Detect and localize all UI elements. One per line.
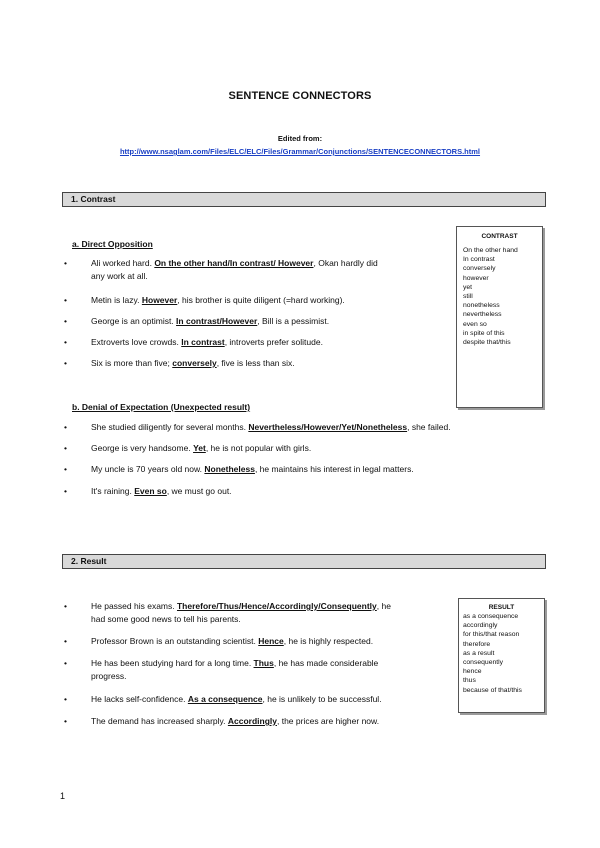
bullet-marker: • — [64, 422, 67, 432]
box-item: in spite of this — [463, 329, 505, 337]
bullet-marker: • — [64, 486, 67, 496]
box-item: consequently — [463, 659, 504, 667]
result-connectors-box — [458, 598, 545, 713]
connector: In contrast — [181, 337, 225, 347]
box-item: On the other hand — [463, 247, 518, 254]
box-item: however — [463, 274, 489, 282]
box-item: yet — [463, 283, 473, 291]
box-item: still — [463, 293, 473, 301]
edited-from-label: Edited from: — [277, 134, 323, 143]
subheading-direct-opposition: a. Direct Opposition — [72, 239, 153, 249]
box-item: as a result — [463, 649, 495, 657]
bullet-marker: • — [64, 601, 67, 611]
box-item: In contrast — [463, 256, 495, 264]
connector: As a consequence — [187, 694, 263, 704]
connector: On the other hand/In contrast/ However — [154, 258, 314, 268]
box-item: nonetheless — [463, 302, 500, 310]
bullet-marker: • — [64, 316, 67, 326]
connector: Nevertheless/However/Yet/Nonetheless — [248, 422, 408, 432]
box-item: despite that/this — [463, 339, 511, 347]
box-heading: CONTRAST — [481, 233, 518, 240]
box-item: for this/that reason — [463, 631, 520, 639]
bullet-marker: • — [64, 337, 67, 347]
bullet-marker: • — [64, 464, 67, 474]
connector: Thus — [253, 658, 274, 668]
bullet-marker: • — [64, 443, 67, 453]
box-item: nevertheless — [463, 311, 502, 319]
box-list — [457, 246, 542, 347]
connector: In contrast/However — [176, 316, 258, 326]
connector: Nonetheless — [204, 464, 255, 474]
connector: Hence — [258, 636, 284, 646]
bullet-marker: • — [64, 658, 67, 668]
connector: conversely — [172, 358, 217, 368]
connector: However — [141, 295, 178, 305]
page-number: 1 — [60, 791, 66, 801]
box-item: therefore — [463, 640, 491, 648]
bullet-marker: • — [64, 636, 67, 646]
bullet-marker: • — [64, 716, 67, 726]
connector: Even so — [134, 486, 167, 496]
box-item: hence — [463, 668, 482, 676]
bullet-marker: • — [64, 694, 67, 704]
box-item: accordingly — [463, 622, 498, 630]
box-item: as a consequence — [463, 613, 519, 620]
contrast-connectors-box — [456, 226, 543, 408]
box-list — [459, 612, 544, 695]
page-title: SENTENCE CONNECTORS — [228, 90, 372, 102]
bullet-marker: • — [64, 295, 67, 305]
connector: Therefore/Thus/Hence/Accordingly/Consequently — [176, 601, 377, 611]
box-item: even so — [463, 320, 487, 328]
box-item: because of that/this — [463, 686, 522, 694]
connector: Yet — [193, 443, 206, 453]
bullet-marker: • — [64, 358, 67, 368]
box-item: thus — [463, 677, 476, 685]
box-item: conversely — [463, 265, 496, 273]
bullet-marker: • — [64, 258, 67, 268]
subheading-denial-of-expectation: b. Denial of Expectation (Unexpected result) — [72, 402, 251, 412]
source-url-link[interactable]: http://www.nsaglam.com/Files/ELC/ELC/Files/Grammar/Conjunctions/SENTENCECONNECTORS.html — [119, 147, 481, 156]
box-heading: RESULT — [488, 604, 515, 611]
connector: Accordingly — [227, 716, 277, 726]
section-heading-contrast: 1. Contrast — [62, 192, 546, 207]
section-heading-result: 2. Result — [62, 554, 546, 569]
